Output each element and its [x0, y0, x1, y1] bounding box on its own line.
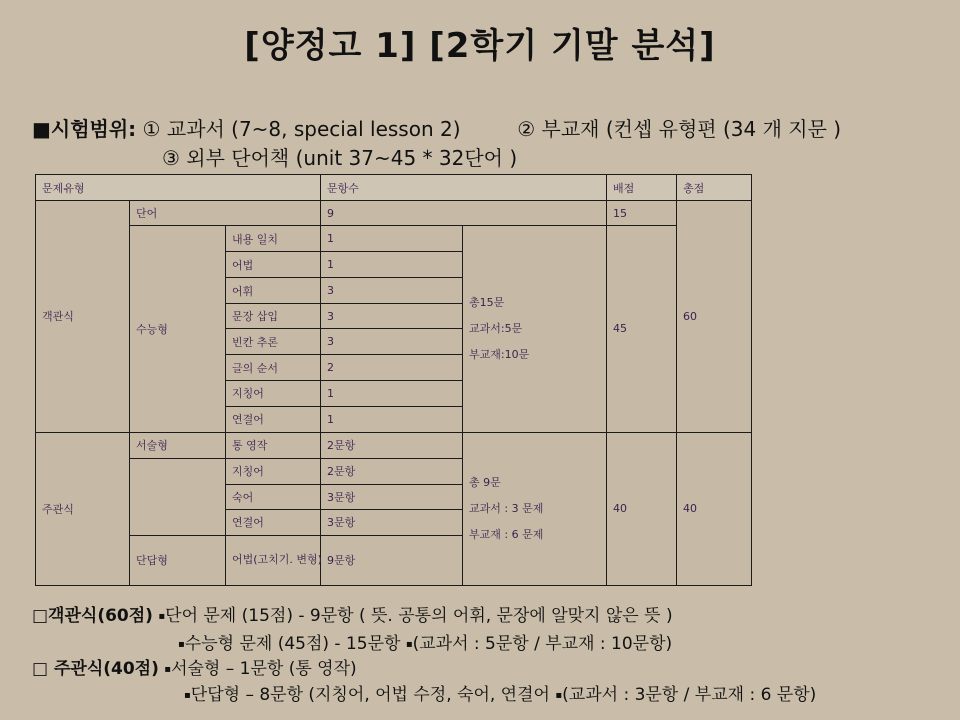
table-row: [36, 226, 752, 252]
subjective-summary-workbook: 부교재 : 6 문제: [469, 527, 544, 541]
short-subtype: 숙어: [226, 484, 321, 509]
bullet-icon: ▪: [158, 611, 166, 622]
exam-scope-label: ■시험범위:: [32, 117, 137, 141]
subjective-note-short: 단답형 – 8문항 (지칭어, 어법 수정, 숙어, 연결어: [190, 685, 550, 705]
suneung-count: 2: [321, 355, 463, 381]
vocab-points: 15: [607, 201, 677, 226]
bullet-icon: ▪: [184, 690, 191, 701]
table-row: [36, 201, 752, 226]
suneung-subtype: 어휘: [226, 278, 321, 304]
short-answer-blank: [130, 458, 226, 535]
scope-item-textbook: ① 교과서 (7~8, special lesson 2): [142, 117, 461, 141]
descriptive-subtype: 통 영작: [226, 432, 321, 458]
subjective-note-line2: [184, 680, 816, 705]
suneung-subtype: 어법: [226, 252, 321, 278]
suneung-subtype: 연결어: [226, 406, 321, 432]
short-answer-subtype: 어법(고치기. 변형): [226, 535, 321, 585]
short-subtype: 지칭어: [226, 458, 321, 484]
exam-scope-line2: [162, 142, 517, 171]
subjective-summary: [463, 432, 607, 585]
suneung-subtype: 문장 삽입: [226, 304, 321, 329]
suneung-count: 1: [321, 406, 463, 432]
suneung-subtype: 지칭어: [226, 381, 321, 406]
header-count: 문항수: [321, 175, 607, 201]
exam-structure-table: [35, 174, 752, 586]
objective-note-line1: [32, 601, 673, 626]
suneung-summary-textbook: 교과서:5문: [469, 321, 523, 335]
suneung-count: 1: [321, 252, 463, 278]
suneung-summary: [463, 226, 607, 432]
suneung-subtype: 빈칸 추론: [226, 329, 321, 355]
objective-total: 60: [677, 201, 752, 433]
suneung-summary-total: 총15문: [469, 295, 505, 309]
bullet-icon: ▪: [178, 639, 185, 650]
short-subtype: 연결어: [226, 509, 321, 535]
subjective-points: 40: [607, 432, 677, 585]
objective-note-suneung: 수능형 문제 (45점) - 15문항: [184, 634, 401, 654]
header-points: 배점: [607, 175, 677, 201]
subjective-note-breakdown: (교과서 : 3문항 / 부교재 : 6 문항): [562, 685, 817, 705]
subjective-note-descriptive: 서술형 – 1문항 (통 영작): [171, 659, 357, 679]
vocab-type: 단어: [130, 201, 321, 226]
subjective-summary-total: 총 9문: [469, 475, 501, 489]
objective-note-vocab: 단어 문제 (15점) - 9문항 ( 뜻. 공통의 어휘, 문장에 알맞지 않은 뜻 ): [165, 606, 673, 626]
suneung-count: 3: [321, 278, 463, 304]
subjective-category: 주관식: [36, 432, 130, 585]
scope-item-vocab-book: ③ 외부 단어책 (unit 37~45 * 32단어 ): [162, 146, 518, 170]
suneung-count: 1: [321, 226, 463, 252]
suneung-subtype: 내용 일치: [226, 226, 321, 252]
descriptive-type: 서술형: [130, 432, 226, 458]
bullet-icon: ▪: [405, 639, 413, 650]
subjective-note-label: □ 주관식(40점): [32, 659, 159, 679]
suneung-subtype: 글의 순서: [226, 355, 321, 381]
short-count: 3문항: [321, 484, 463, 509]
header-type: 문제유형: [36, 175, 321, 201]
suneung-count: 3: [321, 304, 463, 329]
scope-item-workbook: ② 부교재 (컨셉 유형편 (34 개 지문 ): [517, 117, 842, 141]
objective-note-breakdown: (교과서 : 5문항 / 부교재 : 10문항): [412, 634, 673, 654]
subjective-summary-textbook: 교과서 : 3 문제: [469, 501, 544, 515]
suneung-count: 3: [321, 329, 463, 355]
table-row: [36, 432, 752, 458]
page-title: [양정고 1] [2학기 기말 분석]: [244, 26, 716, 66]
short-count: 3문항: [321, 509, 463, 535]
suneung-summary-workbook: 부교재:10문: [469, 347, 530, 361]
vocab-count: 9: [321, 201, 607, 226]
subjective-note-line1: [32, 654, 357, 679]
suneung-type: 수능형: [130, 226, 226, 432]
table-header-row: [36, 175, 752, 201]
objective-category: 객관식: [36, 201, 130, 433]
bullet-icon: ▪: [164, 664, 172, 675]
short-count: 2문항: [321, 458, 463, 484]
short-answer-type: 단답형: [130, 535, 226, 585]
exam-scope-line1: [32, 113, 841, 142]
suneung-points: 45: [607, 226, 677, 432]
header-total: 총점: [677, 175, 752, 201]
bullet-icon: ▪: [555, 690, 563, 701]
subjective-total: 40: [677, 432, 752, 585]
descriptive-count: 2문항: [321, 432, 463, 458]
objective-note-label: □객관식(60점): [32, 606, 153, 626]
objective-note-line2: [178, 629, 672, 654]
suneung-count: 1: [321, 381, 463, 406]
short-answer-count: 9문항: [321, 535, 463, 585]
